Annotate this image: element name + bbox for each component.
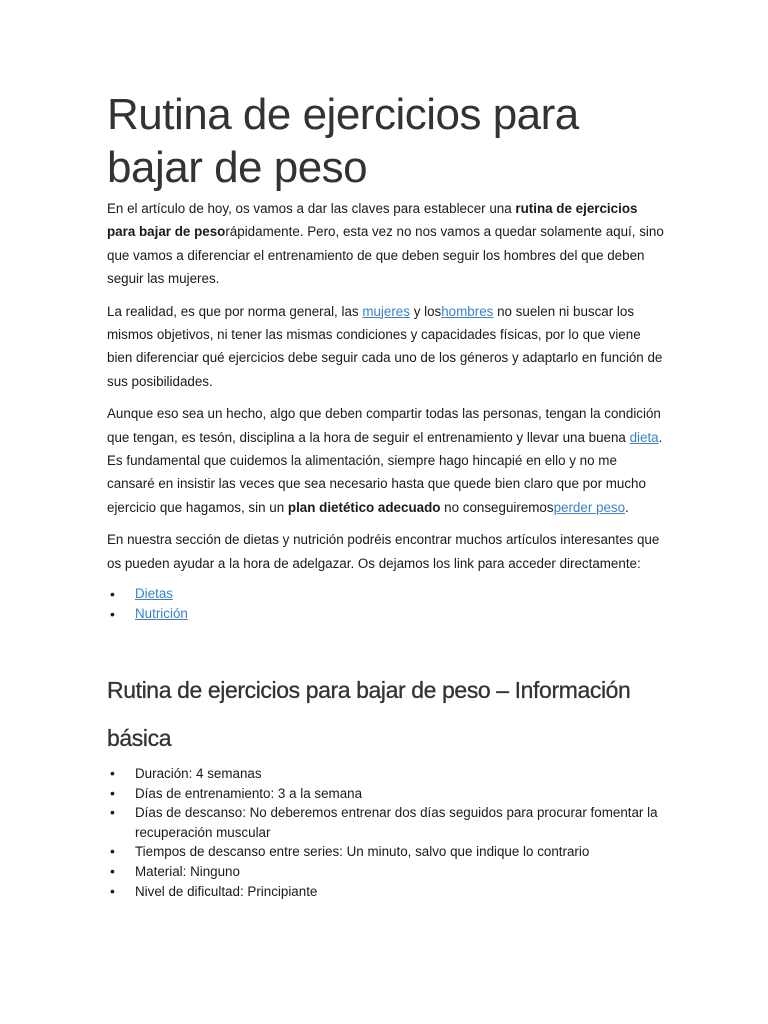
list-item [107, 584, 667, 604]
diet-plan-bold: plan dietético adecuado [287, 499, 441, 515]
intro-paragraph [107, 197, 667, 291]
women-link[interactable]: mujeres [362, 303, 410, 319]
list-item: • Días de entrenamiento: 3 a la semana [107, 784, 667, 804]
section-paragraph: En nuestra sección de dietas y nutrición podréis encontrar muchos artículos interesantes que os pueden ayudar a la hora de adelgazar. Os dejamos los link para acceder directamente: [107, 532, 660, 571]
list-item [107, 604, 667, 624]
discipline-text-2: . Es fundamental que cuidemos la alimentación, siempre hago hincapié en ello y no me cansaré en insistir las veces que sea necesario hasta que quede bien claro que por mucho ejercicio que hagamos, sin un [107, 429, 663, 515]
genders-paragraph [107, 300, 667, 394]
list-item: • Material: Ninguno [107, 862, 667, 882]
list-item: • Duración: 4 semanas [107, 764, 667, 784]
discipline-text-4: . [625, 499, 629, 515]
discipline-text-3: no conseguiremos [440, 499, 554, 515]
list-item: • Días de descanso: No deberemos entrenar dos días seguidos para procurar fomentar la recuperación muscular [107, 803, 667, 842]
discipline-paragraph [107, 402, 667, 519]
basic-info-list [107, 764, 667, 901]
section-heading: Rutina de ejercicios para bajar de peso – Información básica [107, 677, 631, 752]
diets-link[interactable]: Dietas [135, 586, 173, 602]
diet-link[interactable]: dieta [629, 429, 659, 445]
genders-text-1: La realidad, es que por norma general, las [107, 303, 363, 319]
genders-text-2: y los [409, 303, 442, 319]
article [107, 88, 667, 901]
list-item: • Tiempos de descanso entre series: Un minuto, salvo que indique lo contrario [107, 842, 667, 862]
nutrition-link[interactable]: Nutrición [135, 606, 188, 622]
intro-text-2: rápidamente. Pero, esta vez no nos vamos a quedar solamente aquí, sino que vamos a diferenciar el entrenamiento de que deben seguir los hombres del que deben seguir las mujeres. [107, 224, 664, 287]
section-links-list [107, 584, 667, 624]
lose-weight-link[interactable]: perder peso [553, 499, 626, 515]
intro-text-1: En el artículo de hoy, os vamos a dar las claves para establecer una [107, 201, 516, 216]
genders-text-3: no suelen ni buscar los mismos objetivos, ni tener las mismas condiciones y capacidades físicas, por lo que viene bien diferenciar qué ejercicios debe seguir cada uno de los géneros y adaptarlo en función de sus posibilidades. [107, 303, 663, 389]
men-link[interactable]: hombres [441, 303, 494, 319]
list-item: • Nivel de dificultad: Principiante [107, 882, 667, 902]
discipline-text-1: Aunque eso sea un hecho, algo que deben compartir todas las personas, tengan la condición que tengan, es tesón, disciplina a la hora de seguir el entrenamiento y llevar una buena [107, 406, 661, 445]
page-title: Rutina de ejercicios para bajar de peso [107, 90, 579, 192]
intro-bold: rutina de ejercicios para bajar de peso [107, 201, 638, 240]
